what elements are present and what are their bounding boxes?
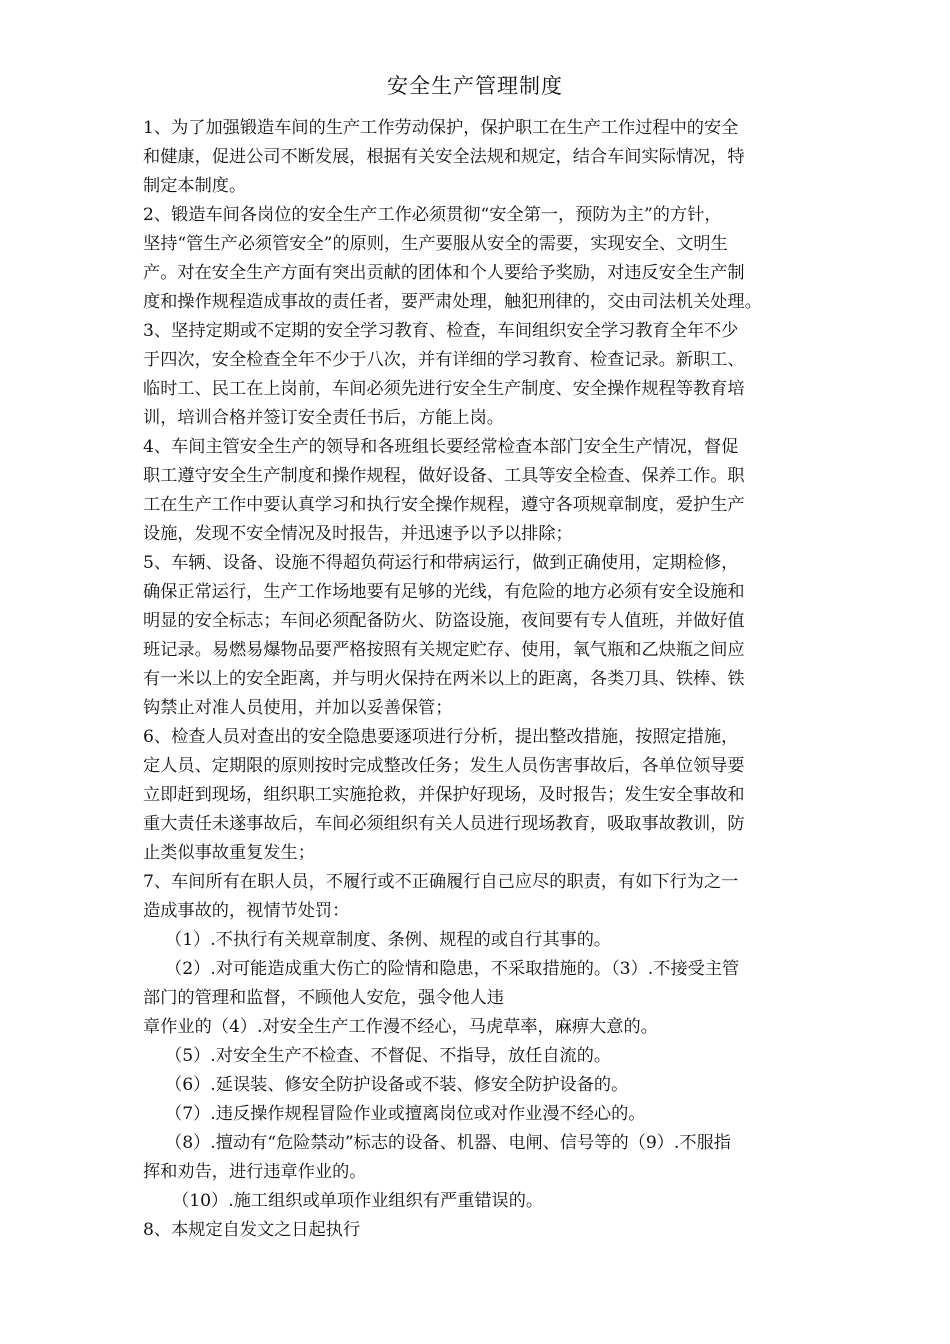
text-line: 1、为了加强锻造车间的生产工作劳动保护，保护职工在生产工作过程中的安全 — [143, 118, 739, 138]
text-line: 钩禁止对准人员使用，并加以妥善保管； — [143, 698, 453, 718]
text-line: 定人员、定期限的原则按时完成整改任务；发生人员伤害事故后，各单位领导要 — [143, 756, 745, 776]
text-line: 和健康，促进公司不断发展，根据有关安全法规和规定，结合车间实际情况，特 — [143, 147, 745, 167]
text-line: 于四次，安全检查全年不少于八次，并有详细的学习教育、检查记录。新职工、 — [143, 350, 745, 370]
text-line: 设施，发现不安全情况及时报告，并迅速予以予以排除； — [143, 524, 573, 544]
text-line: 班记录。易燃易爆物品要严格按照有关规定贮存、使用，氧气瓶和乙炔瓶之间应 — [143, 640, 745, 660]
text-line: 临时工、民工在上岗前，车间必须先进行安全生产制度、安全操作规程等教育培 — [143, 379, 745, 399]
text-line: 坚持“管生产必须管安全”的原则，生产要服从安全的需要，实现安全、文明生 — [143, 234, 728, 254]
document-title: 安全生产管理制度 — [387, 74, 563, 98]
text-line: 5、车辆、设备、设施不得超负荷运行和带病运行，做到正确使用，定期检修， — [143, 553, 739, 573]
text-line: （2）.对可能造成重大伤亡的险情和隐患，不采取措施的。（3）.不接受主管 — [165, 959, 740, 979]
text-line: 部门的管理和监督，不顾他人安危，强令他人违 — [143, 988, 504, 1008]
text-line: 止类似事故重复发生； — [143, 843, 315, 863]
text-line: （7）.违反操作规程冒险作业或擅离岗位或对作业漫不经心的。 — [165, 1104, 646, 1124]
text-line: （6）.延误装、修安全防护设备或不装、修安全防护设备的。 — [165, 1075, 629, 1095]
text-line: 明显的安全标志；车间必须配备防火、防盗设施，夜间要有专人值班，并做好值 — [143, 611, 745, 631]
text-line: 3、坚持定期或不定期的安全学习教育、检查，车间组织安全学习教育全年不少 — [143, 321, 739, 341]
text-line: 有一米以上的安全距离，并与明火保持在两米以上的距离，各类刀具、铁棒、铁 — [143, 669, 745, 689]
text-line: 制定本制度。 — [143, 176, 247, 196]
text-line: 挥和劝告，进行违章作业的。 — [143, 1162, 367, 1182]
text-line: 度和操作规程造成事故的责任者，要严肃处理，触犯刑律的，交由司法机关处理。 — [143, 292, 762, 312]
text-line: 2、锻造车间各岗位的安全生产工作必须贯彻“安全第一，预防为主”的方针， — [143, 205, 722, 225]
text-line: 8、本规定自发文之日起执行 — [143, 1220, 361, 1240]
text-line: 章作业的（4）.对安全生产工作漫不经心，马虎草率，麻痹大意的。 — [143, 1017, 658, 1037]
text-line: 7、车间所有在职人员，不履行或不正确履行自己应尽的职责，有如下行为之一 — [143, 872, 739, 892]
text-line: （8）.擅动有“危险禁动”标志的设备、机器、电闸、信号等的（9）.不服指 — [165, 1133, 731, 1153]
text-line: （1）.不执行有关规章制度、条例、规程的或自行其事的。 — [165, 930, 612, 950]
text-line: （10）.施工组织或单项作业组织有严重错误的。 — [172, 1191, 544, 1211]
text-line: 确保正常运行，生产工作场地要有足够的光线，有危险的地方必须有安全设施和 — [143, 582, 745, 602]
text-line: 训，培训合格并签订安全责任书后，方能上岗。 — [143, 408, 504, 428]
text-line: 工在生产工作中要认真学习和执行安全操作规程，遵守各项规章制度，爱护生产 — [143, 495, 745, 515]
text-line: 重大责任未遂事故后，车间必须组织有关人员进行现场教育，吸取事故教训，防 — [143, 814, 745, 834]
text-line: （5）.对安全生产不检查、不督促、不指导，放任自流的。 — [165, 1046, 612, 1066]
text-line: 6、检查人员对查出的安全隐患要逐项进行分析，提出整改措施，按照定措施， — [143, 727, 739, 747]
text-line: 产。对在安全生产方面有突出贡献的团体和个人要给予奖励，对违反安全生产制 — [143, 263, 745, 283]
text-line: 立即赶到现场，组织职工实施抢救，并保护好现场，及时报告；发生安全事故和 — [143, 785, 745, 805]
text-line: 4、车间主管安全生产的领导和各班组长要经常检查本部门安全生产情况，督促 — [143, 437, 739, 457]
text-line: 职工遵守安全生产制度和操作规程，做好设备、工具等安全检查、保养工作。职 — [143, 466, 745, 486]
text-line: 造成事故的，视情节处罚： — [143, 901, 350, 921]
